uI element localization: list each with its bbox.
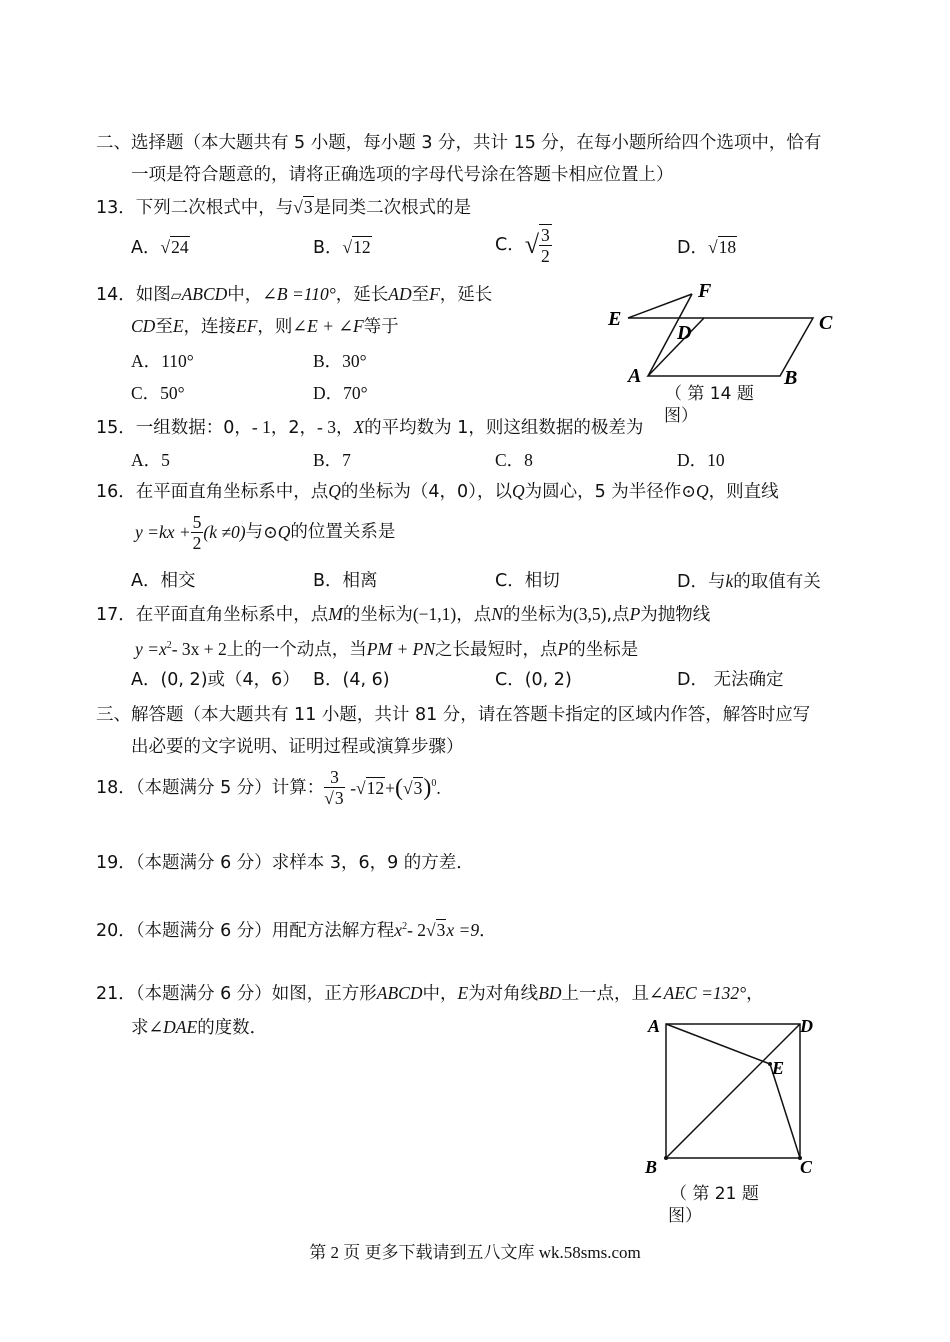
label-c: C xyxy=(800,1157,813,1177)
question-16-stem-line1: 16．在平面直角坐标系中，点Q的坐标为（4，0），以Q为圆心，5 为半径作⊙Q，则直线 xyxy=(96,481,779,502)
section-2-heading-line1: 二、选择题（本大题共有 5 小题，每小题 3 分，共计 15 分，在每小题所给四个选项中，恰有 xyxy=(96,133,822,153)
q17-option-d[interactable]: D． 无法确定 xyxy=(677,670,784,690)
question-15-stem: 15．一组数据：0，- 1，2，- 3，X的平均数为 1，则这组数据的极差为 xyxy=(96,417,644,438)
q14-option-d[interactable]: D．70° xyxy=(313,383,368,403)
question-21-line1: 21．（本题满分 6 分）如图，正方形ABCD中，E为对角线BD上一点，且∠AEC =132°， xyxy=(96,983,764,1004)
question-17-stem-line2: $y =x^2-$ 3x + 2上的一个动点，当PM + PN之长最短时，点P的坐标是 xyxy=(135,638,639,660)
figure-21-caption-line2: 图） xyxy=(668,1206,702,1226)
label-b: B xyxy=(784,367,798,389)
label-e: E xyxy=(772,1058,785,1078)
sqrt-3: √3 xyxy=(293,197,313,217)
q13-option-d[interactable]: D．√18 xyxy=(677,237,737,258)
q15-option-d[interactable]: D．10 xyxy=(677,450,725,470)
q13-option-c[interactable]: C．√ $\frac{3}{2}$ xyxy=(495,225,550,266)
question-18: 18．（本题满分 5 分）计算： $\frac{3}{√3}$ $-√12+(√3)^0$. xyxy=(96,767,441,809)
page-footer: 第 2 页 更多下载请到五八文库 wk.58sms.com xyxy=(309,1243,641,1262)
label-d: D xyxy=(677,322,692,344)
figure-14-caption-line1: （ 第 14 题 xyxy=(665,384,754,404)
question-21-line2: 求∠DAE的度数． xyxy=(131,1017,268,1038)
label-a: A xyxy=(648,1016,661,1036)
q14-option-a[interactable]: A．110° xyxy=(131,351,194,371)
q15-option-b[interactable]: B．7 xyxy=(313,450,351,470)
q13-option-b[interactable]: B．√12 xyxy=(313,237,371,258)
section-2-heading-line2: 一项是符合题意的，请将正确选项的字母代号涂在答题卡相应位置上） xyxy=(131,165,674,185)
q15-option-c[interactable]: C．8 xyxy=(495,450,533,470)
label-a: A xyxy=(628,365,642,387)
q14-option-b[interactable]: B．30° xyxy=(313,351,367,371)
q13-option-a[interactable]: A．√24 xyxy=(131,237,189,258)
question-20: 20．（本题满分 6 分）用配方法解方程$x^2-$ 2√3x =9． xyxy=(96,919,497,941)
question-14-stem-line1: 14．如图▱ABCD中，∠B =110°，延长AD至F，延长 xyxy=(96,284,493,305)
q15-option-a[interactable]: A．5 xyxy=(131,450,170,470)
question-13-stem: 13．下列二次根式中，与√3是同类二次根式的是 xyxy=(96,197,472,218)
label-f: F xyxy=(698,280,712,302)
label-e: E xyxy=(608,308,622,330)
label-c: C xyxy=(819,312,833,334)
question-19: 19．（本题满分 6 分）求样本 3，6，9 的方差． xyxy=(96,853,474,873)
q16-option-b[interactable]: B．相离 xyxy=(313,571,378,591)
section-3-heading-line2: 出必要的文字说明、证明过程或演算步骤） xyxy=(131,737,464,757)
question-16-stem-line2: y =kx + $\frac{5}{2}$ (k ≠0)与⊙Q的位置关系是 xyxy=(135,511,396,553)
label-d: D xyxy=(800,1016,813,1036)
label-b: B xyxy=(645,1157,658,1177)
q16-option-d[interactable]: D．与k的取值有关 xyxy=(677,571,821,592)
figure-14-parallelogram xyxy=(600,278,850,390)
figure-21-square xyxy=(640,1010,830,1186)
question-14-stem-line2: CD至E，连接EF，则∠E + ∠F等于 xyxy=(131,316,399,337)
q17-option-c[interactable]: C．(0, 2) xyxy=(495,670,572,690)
q17-option-a[interactable]: A．(0, 2)或（4，6） xyxy=(131,670,300,690)
figure-14-caption-line2: 图） xyxy=(664,406,698,426)
question-17-stem-line1: 17．在平面直角坐标系中，点M的坐标为(−1,1)，点N的坐标为(3,5),点P为抛物线 xyxy=(96,604,711,625)
section-3-heading-line1: 三、解答题（本大题共有 11 小题，共计 81 分，请在答题卡指定的区域内作答，解答时应写 xyxy=(96,705,811,725)
q16-option-a[interactable]: A．相交 xyxy=(131,571,196,591)
figure-21-caption-line1: （ 第 21 题 xyxy=(670,1184,759,1204)
q14-option-c[interactable]: C．50° xyxy=(131,383,185,403)
q17-option-b[interactable]: B．(4, 6) xyxy=(313,670,390,690)
q16-option-c[interactable]: C．相切 xyxy=(495,571,560,591)
